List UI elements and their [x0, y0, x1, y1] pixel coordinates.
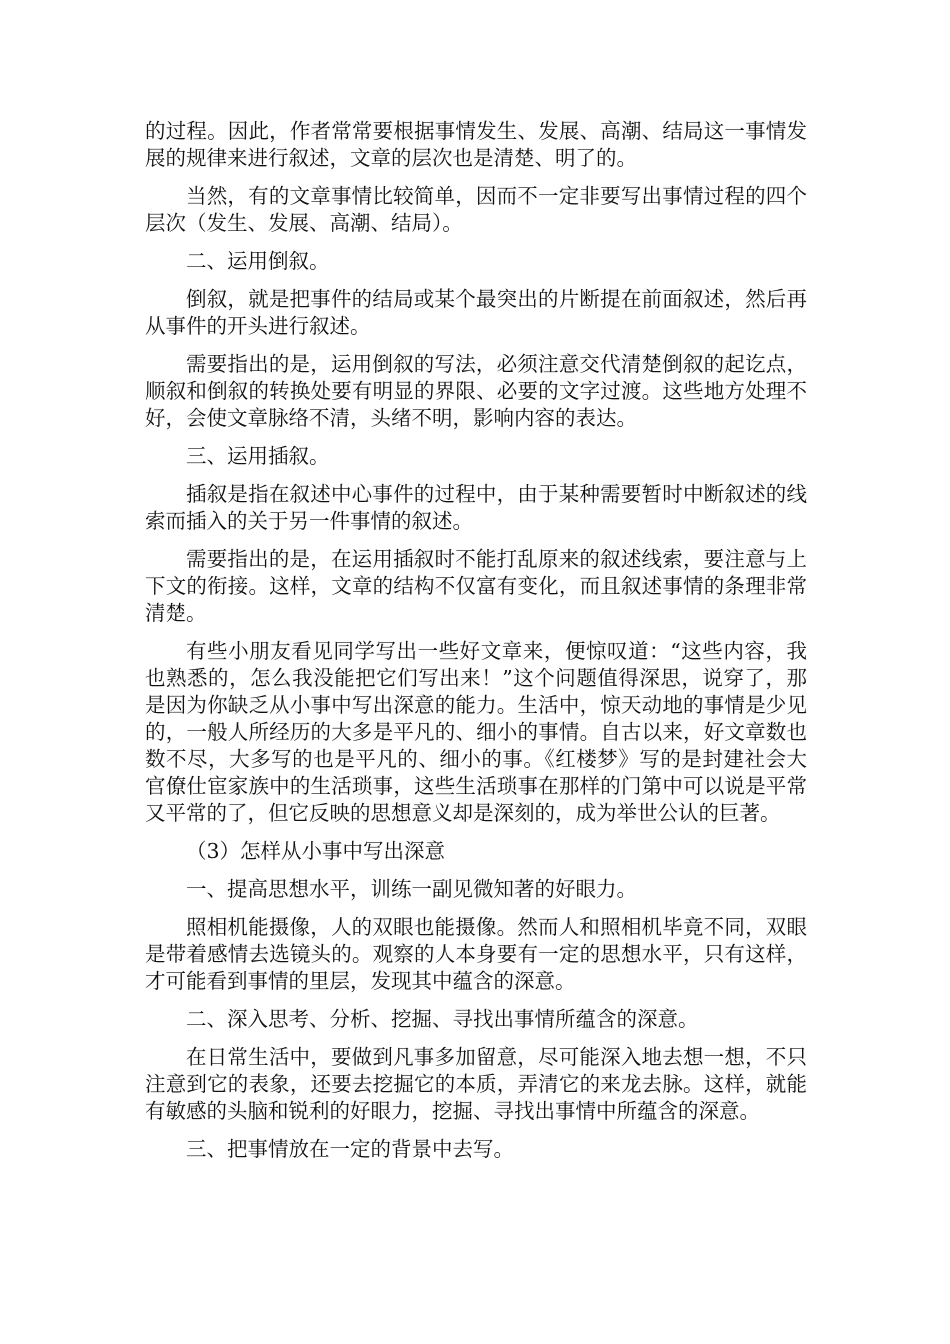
paragraph: 需要指出的是，在运用插叙时不能打乱原来的叙述线索，要注意与上下文的衔接。这样，文章的结构不仅富有变化，而且叙述事情的条理非常清楚。: [145, 547, 807, 625]
section-heading: 一、提高思想水平，训练一副见微知著的好眼力。: [186, 877, 637, 901]
paragraph: 需要指出的是，运用倒叙的写法，必须注意交代清楚倒叙的起讫点，顺叙和倒叙的转换处要有明显的界限、必要的文字过渡。这些地方处理不好，会使文章脉络不清，头绪不明，影响内容的表达。: [145, 352, 807, 430]
paragraph: 在日常生活中，要做到凡事多加留意，尽可能深入地去想一想，不只注意到它的表象，还要去挖掘它的本质，弄清它的来龙去脉。这样，就能有敏感的头脑和锐利的好眼力，挖掘、寻找出事情中所蕴含的深意。: [145, 1045, 807, 1123]
document-body: [145, 118, 807, 1174]
paragraph: 倒叙，就是把事件的结局或某个最突出的片断提在前面叙述，然后再从事件的开头进行叙述。: [145, 287, 807, 338]
paragraph: 的过程。因此，作者常常要根据事情发生、发展、高潮、结局这一事情发展的规律来进行叙述，文章的层次也是清楚、明了的。: [145, 119, 807, 170]
paragraph: 插叙是指在叙述中心事件的过程中，由于某种需要暂时中断叙述的线索而插入的关于另一件事情的叙述。: [145, 482, 807, 533]
paragraph: 照相机能摄像，人的双眼也能摄像。然而人和照相机毕竟不同，双眼是带着感情去选镜头的。观察的人本身要有一定的思想水平，只有这样，才可能看到事情的里层，发现其中蕴含的深意。: [145, 915, 807, 993]
section-heading: 二、深入思考、分析、挖掘、寻找出事情所蕴含的深意。: [186, 1007, 699, 1031]
subsection-heading: （3）怎样从小事中写出深意: [186, 839, 446, 863]
paragraph: 当然，有的文章事情比较简单，因而不一定非要写出事情过程的四个层次（发生、发展、高潮、结局）。: [145, 184, 807, 235]
section-heading: 三、运用插叙。: [186, 444, 330, 468]
section-heading: 二、运用倒叙。: [186, 249, 330, 273]
paragraph: 有些小朋友看见同学写出一些好文章来，便惊叹道：“这些内容，我也熟悉的，怎么我没能把它们写出来！”这个问题值得深思，说穿了，那是因为你缺乏从小事中写出深意的能力。生活中，惊天动地的事情是少见的，一般人所经历的大多是平凡的、细小的事情。自古以来，好文章数也数不尽，大多写的也是平凡的、细小的事。《红楼梦》写的是封建社会大官僚仕宦家族中的生活琐事，这些生活琐事在那样的门第中可以说是平常又平常的了，但它反映的思想意义却是深刻的，成为举世公认的巨著。: [145, 639, 807, 825]
section-heading: 三、把事情放在一定的背景中去写。: [186, 1137, 514, 1161]
